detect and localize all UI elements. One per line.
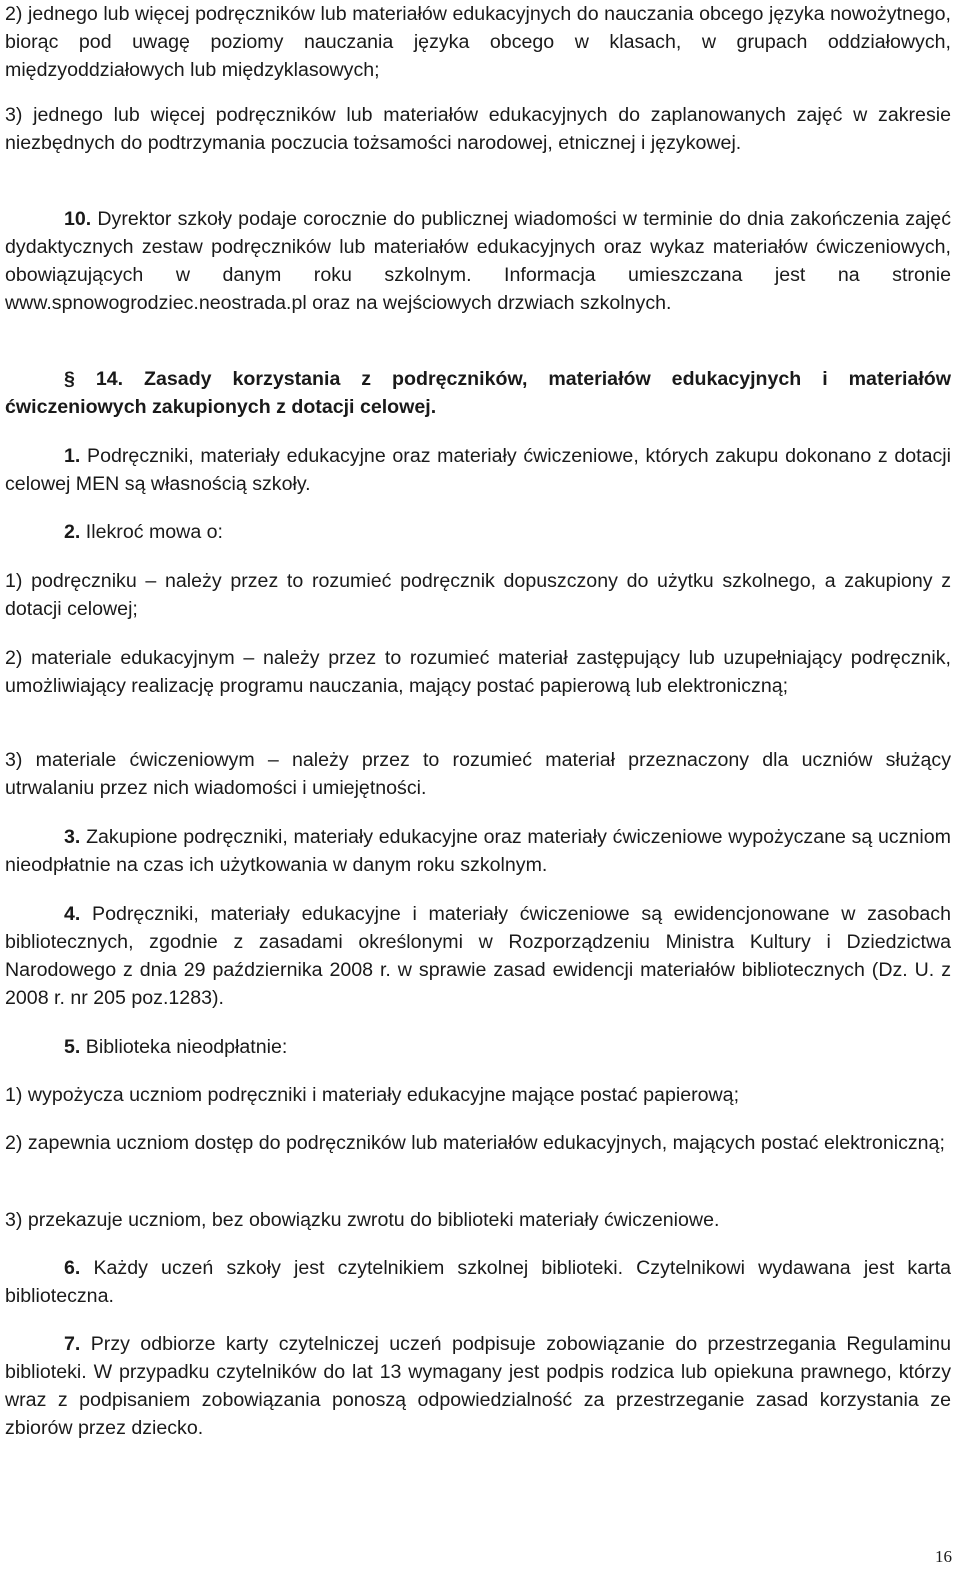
definition-item-2: 2) materiale edukacyjnym – należy przez to rozumieć materiał zastępujący lub uzupełniający podręcznik, umożliwiający realizację programu nauczania, mający postać papierową lub elektroniczną; <box>5 647 951 697</box>
library-item-1: 1) wypożycza uczniom podręczniki i materiały edukacyjne mające postać papierową; <box>5 1084 740 1106</box>
paragraph-3: 3. Zakupione podręczniki, materiały edukacyjne oraz materiały ćwiczeniowe wypożyczane są uczniom nieodpłatnie na czas ich użytkowania w danym roku szkolnym. <box>5 826 951 876</box>
page-number: 16 <box>935 1547 952 1566</box>
paragraph-2: 2. Ilekroć mowa o: <box>64 521 224 543</box>
paragraph-item-2: 2) jednego lub więcej podręczników lub materiałów edukacyjnych do nauczania obcego języka nowożytnego, biorąc pod uwagę poziomy nauczania języka obcego w klasach, w grupach oddziałowych, międzyoddziałowych lub międzyklasowych; <box>5 3 951 81</box>
paragraph-number: 6. <box>64 1257 81 1279</box>
paragraph-6: 6. Każdy uczeń szkoły jest czytelnikiem szkolnej biblioteki. Czytelnikowi wydawana jest karta biblioteczna. <box>5 1257 951 1307</box>
paragraph-number: 4. <box>64 903 81 925</box>
library-item-3: 3) przekazuje uczniom, bez obowiązku zwrotu do biblioteki materiały ćwiczeniowe. <box>5 1209 720 1231</box>
definition-item-3: 3) materiale ćwiczeniowym – należy przez to rozumieć materiał przeznaczony dla uczniów służący utrwalaniu przez nich wiadomości i umiejętności. <box>5 749 951 799</box>
paragraph-number: 2. <box>64 521 81 543</box>
paragraph-number: 1. <box>64 445 81 467</box>
section-heading-14: § 14. Zasady korzystania z podręczników, materiałów edukacyjnych i materiałów ćwiczeniowych zakupionych z dotacji celowej. <box>5 368 951 418</box>
paragraph-4: 4. Podręczniki, materiały edukacyjne i materiały ćwiczeniowe są ewidencjonowane w zasobach bibliotecznych, zgodnie z zasadami określonymi w Rozporządzeniu Ministra Kultury i Dziedzictwa Narodowego z dnia 29 października 2008 r. w sprawie zasad ewidencji materiałów bibliotecznych (Dz. U. z 2008 r. nr 205 poz.1283). <box>5 903 951 1009</box>
paragraph-1: 1. Podręczniki, materiały edukacyjne oraz materiały ćwiczeniowe, których zakupu dokonano z dotacji celowej MEN są własnością szkoły. <box>5 445 951 495</box>
paragraph-number: 3. <box>64 826 81 848</box>
definition-item-1: 1) podręczniku – należy przez to rozumieć podręcznik dopuszczony do użytku szkolnego, a zakupiony z dotacji celowej; <box>5 570 951 620</box>
paragraph-number: 7. <box>64 1333 81 1355</box>
paragraph-5: 5. Biblioteka nieodpłatnie: <box>64 1036 288 1058</box>
paragraph-10: 10. Dyrektor szkoły podaje corocznie do publicznej wiadomości w terminie do dnia zakończenia zajęć dydaktycznych zestaw podręczników lub materiałów edukacyjnych oraz wykaz materiałów ćwiczeniowych, obowiązujących w danym roku szkolnym. Informacja umieszczana jest na stronie www.spnowogrodziec.neostrada.pl oraz na wejściowych drzwiach szkolnych. <box>5 208 951 314</box>
paragraph-number: 10. <box>64 208 92 230</box>
paragraph-item-3: 3) jednego lub więcej podręczników lub materiałów edukacyjnych do zaplanowanych zajęć w zakresie niezbędnych do podtrzymania poczucia tożsamości narodowej, etnicznej i językowej. <box>5 104 951 154</box>
library-item-2: 2) zapewnia uczniom dostęp do podręczników lub materiałów edukacyjnych, mających postać elektroniczną; <box>5 1132 945 1154</box>
paragraph-7: 7. Przy odbiorze karty czytelniczej uczeń podpisuje zobowiązanie do przestrzegania Regulaminu biblioteki. W przypadku czytelników do lat 13 wymagany jest podpis rodzica lub opiekuna prawnego, którzy wraz z podpisaniem zobowiązania ponoszą odpowiedzialność za przestrzeganie zasad korzystania ze zbiorów przez dziecko. <box>5 1333 951 1439</box>
paragraph-number: 5. <box>64 1036 81 1058</box>
